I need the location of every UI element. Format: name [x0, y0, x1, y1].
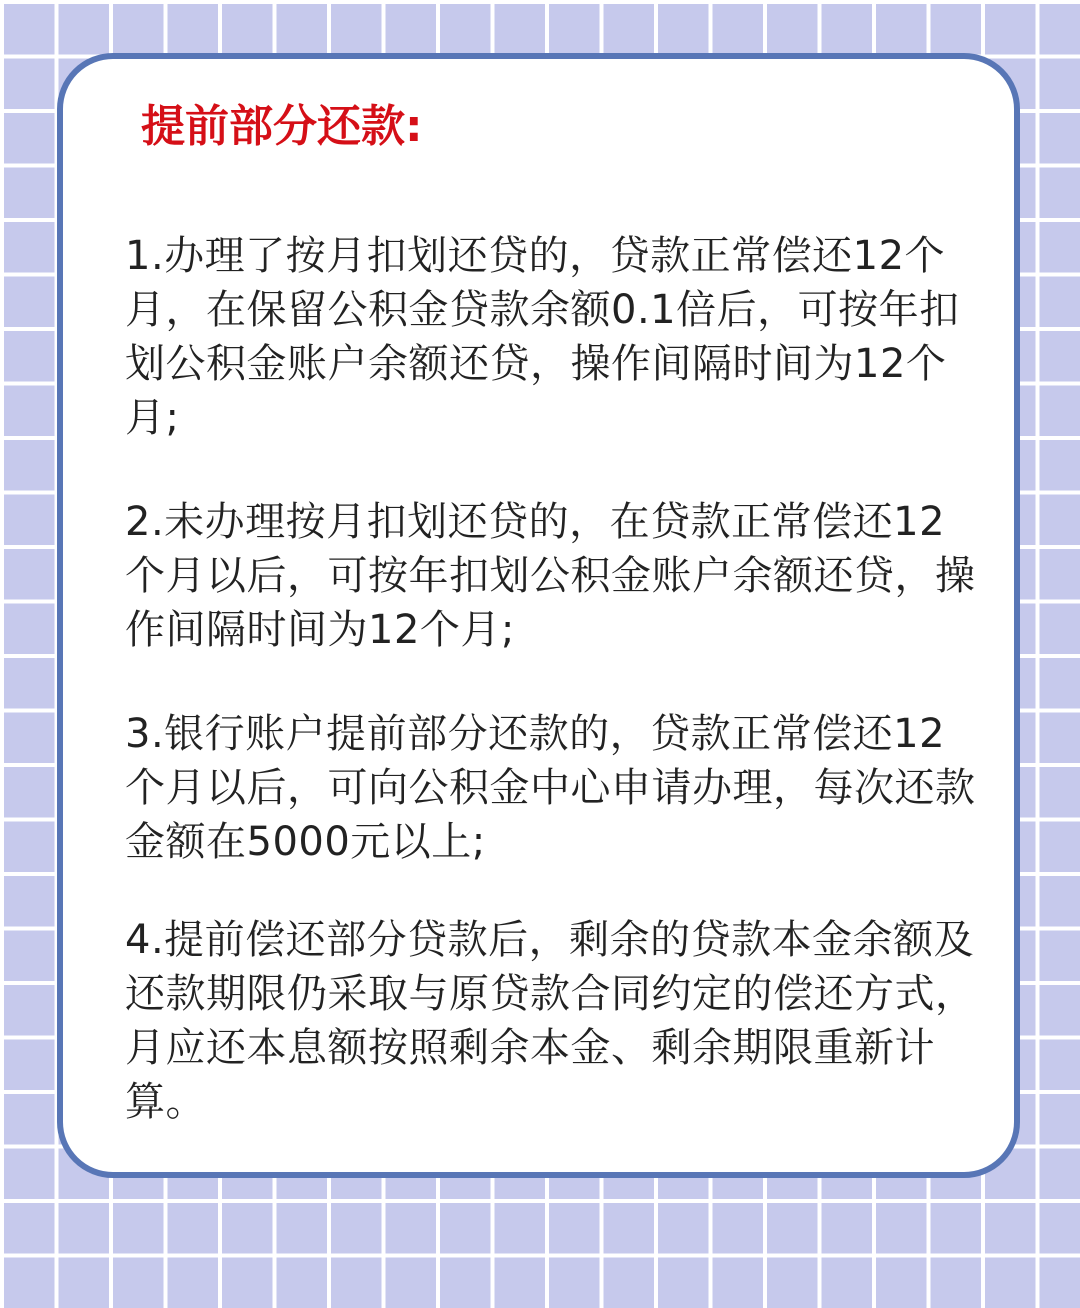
content-card — [57, 53, 1020, 1178]
list-item-4: 4.提前偿还部分贷款后，剩余的贷款本金余额及还款期限仍采取与原贷款合同约定的偿还方式，月应还本息额按照剩余本金、剩余期限重新计算。 — [125, 917, 976, 1125]
page-title: 提前部分还款: — [141, 101, 423, 152]
list-item-3: 3.银行账户提前部分还款的，贷款正常偿还12个月以后，可向公积金中心申请办理，每次还款金额在5000元以上; — [125, 711, 976, 865]
list-item-1: 1.办理了按月扣划还贷的，贷款正常偿还12个月，在保留公积金贷款余额0.1倍后，可按年扣划公积金账户余额还贷，操作间隔时间为12个月; — [125, 233, 960, 441]
list-item-2: 2.未办理按月扣划还贷的，在贷款正常偿还12个月以后，可按年扣划公积金账户余额还贷，操作间隔时间为12个月; — [125, 499, 976, 653]
